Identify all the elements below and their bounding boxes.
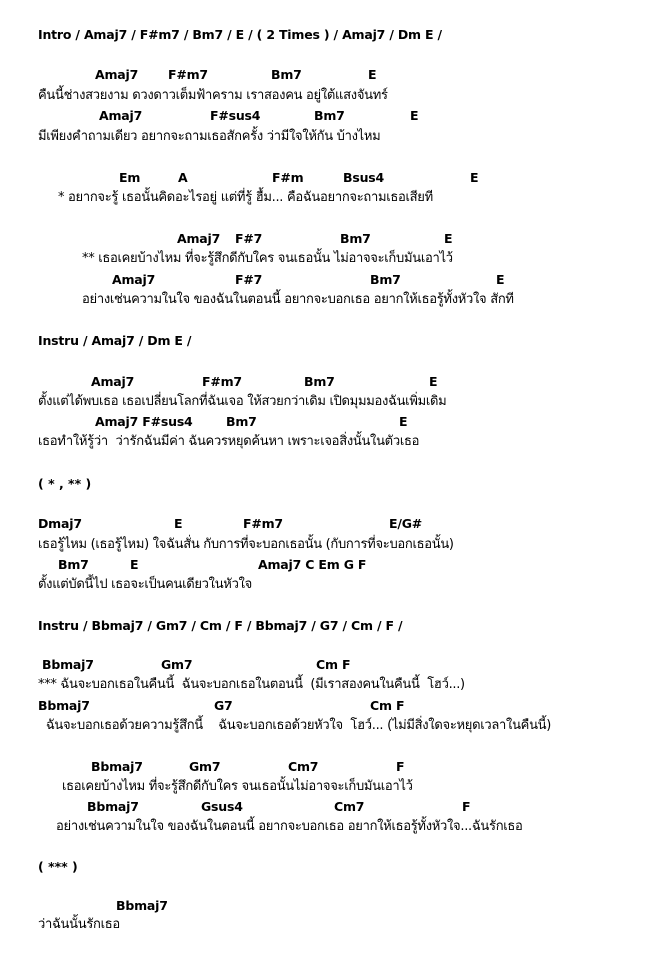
chord: Cm7: [288, 759, 319, 774]
chord: F#m7: [243, 516, 283, 531]
chord: F: [396, 759, 405, 774]
lyric-line: ** เธอเคยบ้างไหม ที่จะรู้สึกดีกับใคร จนเธอนั้น ไม่อาจจะเก็บมันเอาไว้: [82, 251, 453, 266]
chord: E: [496, 272, 505, 287]
chord: Gm7: [161, 657, 193, 672]
chord: Cm7: [334, 799, 365, 814]
chord: Bm7: [58, 557, 89, 572]
lyric-line: เธอทำให้รู้ว่า ว่ารักฉันมีค่า ฉันควรหยุดค้นหา เพราะเจอสิ่งนั้นในตัวเธอ: [38, 434, 420, 449]
chord: Cm F: [316, 657, 351, 672]
chord: E: [410, 108, 419, 123]
lyric-line: เธอเคยบ้างไหม ที่จะรู้สึกดีกับใคร จนเธอนั้นไม่อาจจะเก็บมันเอาไว้: [62, 779, 413, 794]
chord: A: [178, 170, 188, 185]
chord: Bbmaj7: [87, 799, 139, 814]
chord: Bm7: [340, 231, 371, 246]
chord: Amaj7 F#sus4: [95, 414, 193, 429]
chord: E: [444, 231, 453, 246]
chord: F#m7: [168, 67, 208, 82]
lyric-line: ตั้งแต่ได้พบเธอ เธอเปลี่ยนโลกที่ฉันเจอ ให้สวยกว่าเดิม เปิดมุมมองฉันเพิ่มเดิม: [38, 394, 447, 409]
chord: E: [368, 67, 377, 82]
chord: F#7: [235, 231, 263, 246]
chord: F#m7: [202, 374, 242, 389]
lyric-line: *** ฉันจะบอกเธอในคืนนี้ ฉันจะบอกเธอในตอนนี้ (มีเราสองคนในคืนนี้ โฮว์...): [38, 677, 465, 692]
chord: Bbmaj7: [38, 698, 90, 713]
lyric-line: ว่าฉันนั้นรักเธอ: [38, 917, 120, 932]
chord: Bm7: [271, 67, 302, 82]
chord: Bm7: [314, 108, 345, 123]
chord: E: [174, 516, 183, 531]
chord: Dmaj7: [38, 516, 82, 531]
chord: F#7: [235, 272, 263, 287]
chord: Cm F: [370, 698, 405, 713]
chord: Amaj7: [91, 374, 135, 389]
instrumental-progression: Instru / Bbmaj7 / Gm7 / Cm / F / Bbmaj7 / G7 / Cm / F /: [38, 618, 403, 633]
chord: E: [399, 414, 408, 429]
chord: Em: [119, 170, 141, 185]
chord: Bbmaj7: [91, 759, 143, 774]
chord: F: [462, 799, 471, 814]
chord: Gsus4: [201, 799, 243, 814]
repeat-marker: ( *** ): [38, 859, 78, 874]
lyric-line: คืนนี้ช่างสวยงาม ดวงดาวเต็มฟ้าคราม เราสองคน อยู่ใต้แสงจันทร์: [38, 88, 388, 103]
chord: Amaj7 C Em G F: [258, 557, 367, 572]
lyric-line: มีเพียงคำถามเดียว อยากจะถามเธอสักครั้ง ว่ามีใจให้กัน บ้างไหม: [38, 129, 381, 144]
instrumental-progression: Instru / Amaj7 / Dm E /: [38, 333, 192, 348]
chord: E: [130, 557, 139, 572]
chord: Gm7: [189, 759, 221, 774]
chord: Amaj7: [112, 272, 156, 287]
chord: Bm7: [226, 414, 257, 429]
chord: G7: [214, 698, 233, 713]
chord: F#m: [272, 170, 304, 185]
lyric-line: ตั้งแต่บัดนี้ไป เธอจะเป็นคนเดียวในหัวใจ: [38, 577, 252, 592]
repeat-marker: ( * , ** ): [38, 476, 92, 491]
chord: F#sus4: [210, 108, 261, 123]
chord: Bm7: [304, 374, 335, 389]
chord: Bm7: [370, 272, 401, 287]
intro-progression: Intro / Amaj7 / F#m7 / Bm7 / E / ( 2 Times ) / Amaj7 / Dm E /: [38, 27, 442, 42]
chord: Bbmaj7: [116, 898, 168, 913]
chord: Amaj7: [177, 231, 221, 246]
chord: Amaj7: [99, 108, 143, 123]
lyric-line: * อยากจะรู้ เธอนั้นคิดอะไรอยู่ แต่ที่รู้ ฮื้ม... คือฉันอยากจะถามเธอเสียที: [58, 190, 433, 205]
lyric-line: อย่างเช่นความในใจ ของฉันในตอนนี้ อยากจะบอกเธอ อยากให้เธอรู้ทั้งหัวใจ...ฉันรักเธอ: [56, 819, 523, 834]
lyric-line: ฉันจะบอกเธอด้วยความรู้สึกนี้ ฉันจะบอกเธอด้วยหัวใจ โฮว์... (ไม่มีสิ่งใดจะหยุดเวลาในคืนนี้): [42, 718, 552, 733]
chord: Bbmaj7: [42, 657, 94, 672]
chord: Bsus4: [343, 170, 385, 185]
chord: E/G#: [389, 516, 423, 531]
chord: E: [470, 170, 479, 185]
chord: E: [429, 374, 438, 389]
lyric-line: เธอรู้ไหม (เธอรู้ไหม) ใจฉันสั่น กับการที่จะบอกเธอนั้น (กับการที่จะบอกเธอนั้น): [38, 537, 454, 552]
lyric-line: อย่างเช่นความในใจ ของฉันในตอนนี้ อยากจะบอกเธอ อยากให้เธอรู้ทั้งหัวใจ สักที: [82, 292, 514, 307]
chord: Amaj7: [95, 67, 139, 82]
